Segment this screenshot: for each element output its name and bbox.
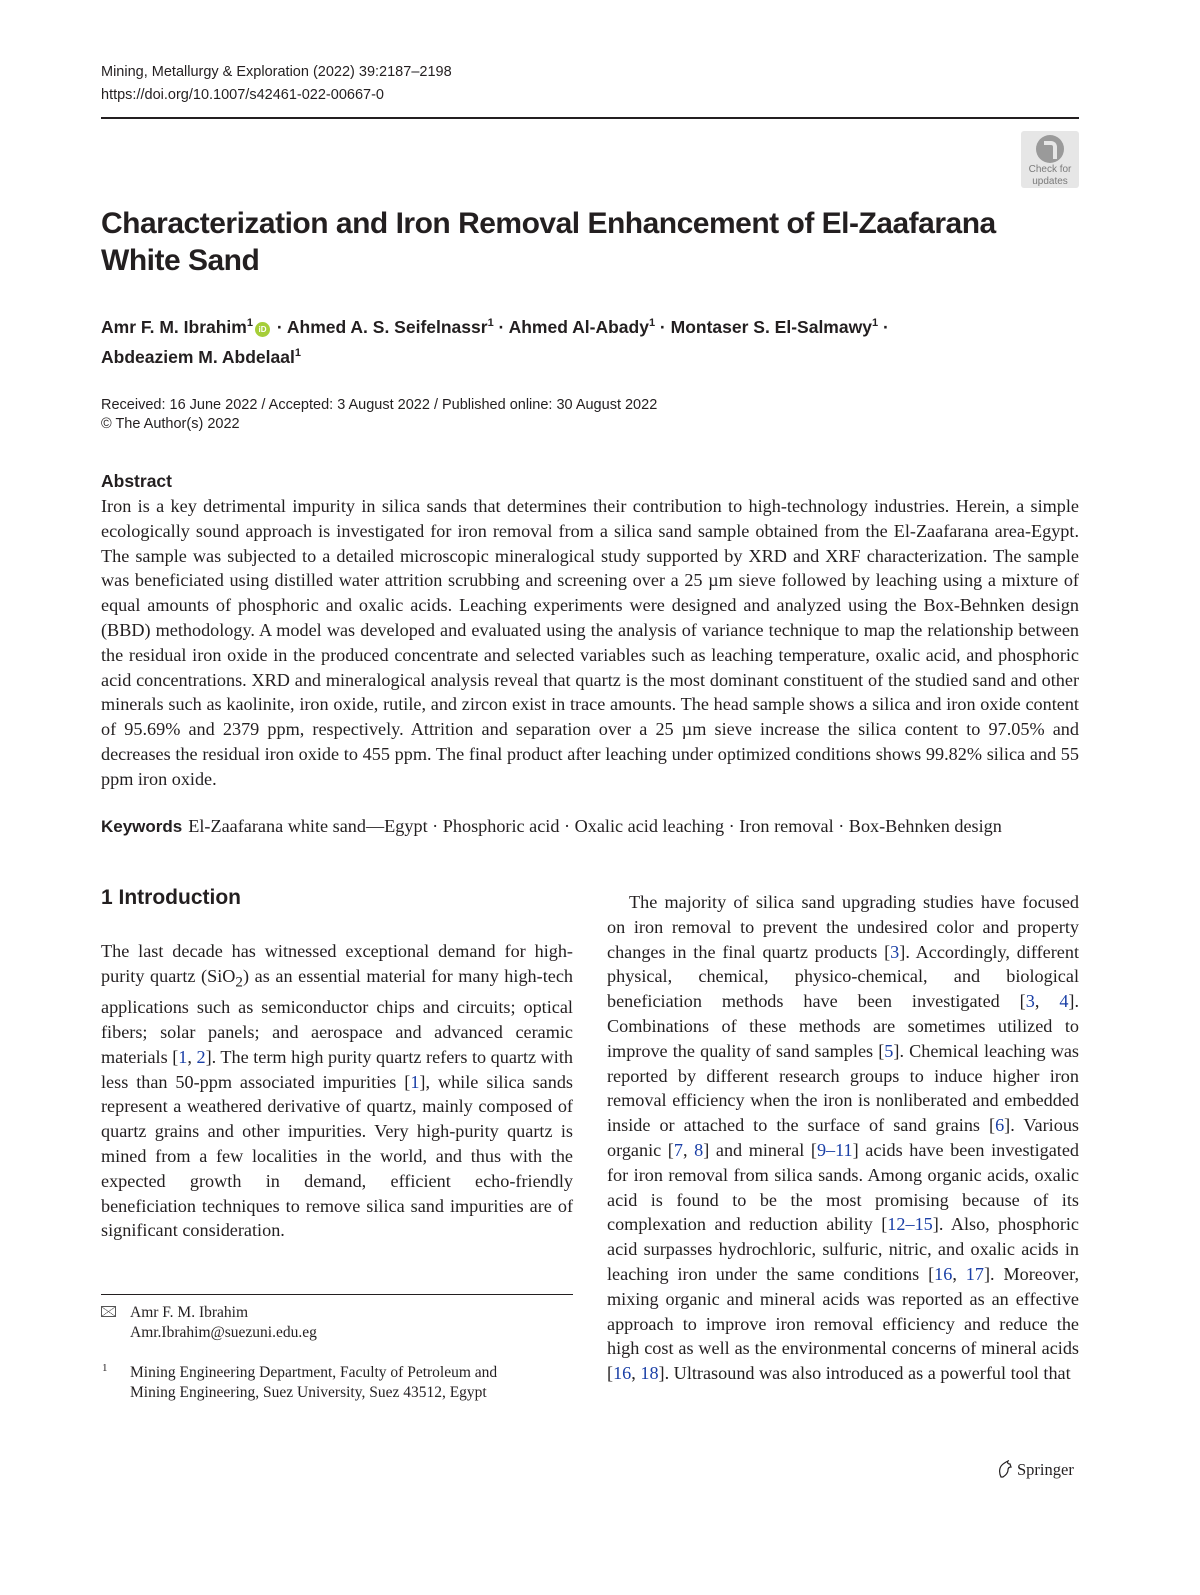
- springer-horse-icon: [997, 1460, 1013, 1478]
- badge-text-line1: Check for: [1028, 164, 1072, 175]
- keywords-list: El-Zaafarana white sand—Egypt · Phosphoric acid · Oxalic acid leaching · Iron removal · Box-Behnken design: [188, 816, 1002, 836]
- reference-link[interactable]: 16: [613, 1363, 632, 1384]
- author-list: Amr F. M. Ibrahim$^1$iD · Ahmed A. S. Seifelnassr$^1$ · Ahmed Al-Abady$^1$ · Montaser S. El-Salmawy$^1$ · Abdeaziem M. Abdelaal$^1$: [101, 316, 889, 367]
- reference-link[interactable]: 9–11: [816, 1139, 853, 1160]
- reference-link[interactable]: 3: [1025, 991, 1035, 1012]
- reference-link[interactable]: 6: [995, 1115, 1005, 1136]
- header-divider: [101, 117, 1079, 119]
- reference-link[interactable]: 1: [410, 1071, 420, 1092]
- reference-link[interactable]: 17: [965, 1263, 984, 1284]
- reference-link[interactable]: 5: [884, 1040, 894, 1061]
- corresponding-author-name: Amr F. M. Ibrahim: [130, 1304, 249, 1321]
- publisher-name: Springer: [1017, 1460, 1074, 1479]
- check-for-updates-badge[interactable]: [1021, 131, 1079, 188]
- publisher-logo: [997, 1460, 1074, 1480]
- intro-paragraph-2: The majority of silica sand upgrading studies have focused on iron removal to prevent the undesired color and property changes in the final quartz products [3]. Accordingly, different physical, chemical, physico-chemical, and biological beneficiation methods have been investigated [3, 4]. Combinations of these methods are sometimes utilized to improve the quality of sand samples [5]. Chemical leaching was reported by different research groups to induce higher iron removal efficiency when the iron is nonliberated and embedded inside or attached to the surface of sand grains [6]. Various organic [7, 8] and mineral [9–11] acids have been investigated for iron removal from silica sands. Among organic acids, oxalic acid is found to be the most promising because of its complexation and reduction ability [12–15]. Also, phosphoric acid surpasses hydrochloric, sulfuric, nitric, and oxalic acids in leaching iron under the same conditions [16, 17]. Moreover, mixing organic and mineral acids was reported as an effective approach to improve iron removal efficiency and reduce the high cost as well as the environmental concerns of mineral acids [16, 18]. Ultrasound was also introduced as a powerful tool that: [607, 892, 1080, 1384]
- badge-text-line2: updates: [1032, 176, 1068, 187]
- corresponding-author: [130, 1303, 317, 1343]
- reference-link[interactable]: 1: [178, 1046, 188, 1067]
- footnote-divider: [101, 1294, 573, 1295]
- copyright: © The Author(s) 2022: [101, 416, 240, 432]
- section-heading-introduction: 1 Introduction: [101, 886, 241, 909]
- affiliation-number: 1: [102, 1362, 108, 1374]
- author-name: Ahmed Al-Abady: [508, 316, 649, 337]
- reference-link[interactable]: 12–15: [887, 1214, 933, 1235]
- author-affiliation-mark: 1: [246, 317, 253, 329]
- history-dates: Received: 16 June 2022 / Accepted: 3 August 2022 / Published online: 30 August 2022: [101, 397, 658, 413]
- orcid-icon[interactable]: iD: [255, 322, 270, 337]
- author-name: Amr F. M. Ibrahim: [101, 316, 247, 337]
- author-affiliation-mark: 1: [294, 346, 301, 359]
- author-affiliation-mark: 1: [648, 317, 656, 329]
- abstract-text: Iron is a key detrimental impurity in silica sands that determines their contribution to high-technology industries. Herein, a simple ecologically sound approach is investigated for iron removal from a silica sand sample obtained from the El-Zaafarana area-Egypt. The sample was subjected to a detailed microscopic mineralogical study supported by XRD and XRF characterization. The sample was beneficiated using distilled water attrition scrubbing and screening over a 25 µm sieve followed by leaching using a mixture of equal amounts of phosphoric and oxalic acids. Leaching experiments were designed and analyzed using the Box-Behnken design (BBD) methodology. A model was developed and evaluated using the analysis of variance technique to map the relationship between the residual iron oxide in the produced concentrate and selected variables such as leaching temperature, oxalic acid, and phosphoric acid concentrations. XRD and mineralogical analysis reveal that quartz is the most dominant constituent of the studied sand and other minerals such as kaolinite, iron oxide, rutile, and zircon exist in trace amounts. The head sample shows a silica and iron oxide content of 95.69% and 2379 ppm, respectively. Attrition and separation over a 25 µm sieve increase the silica content to 97.05% and decreases the residual iron oxide to 455 ppm. The final product after leaching under optimized conditions shows 99.82% silica and 55 ppm iron oxide.: [101, 496, 1079, 789]
- reference-link[interactable]: 7: [673, 1139, 683, 1160]
- author-affiliation-mark: 1: [871, 317, 879, 329]
- author-affiliation-mark: 1: [487, 317, 494, 329]
- author-name: Montaser S. El-Salmawy: [670, 316, 872, 337]
- keywords-label: Keywords: [101, 817, 183, 836]
- reference-link[interactable]: 2: [196, 1046, 206, 1067]
- article-title: Characterization and Iron Removal Enhancement of El-Zaafarana White Sand: [101, 207, 996, 277]
- envelope-icon: [101, 1306, 116, 1317]
- author-name: Abdeaziem M. Abdelaal: [101, 346, 295, 367]
- author-name: Ahmed A. S. Seifelnassr: [286, 316, 488, 337]
- check-updates-icon: [1036, 135, 1064, 163]
- reference-link[interactable]: 3: [890, 941, 900, 962]
- corresponding-author-email[interactable]: Amr.Ibrahim@suezuni.edu.eg: [130, 1324, 317, 1341]
- abstract-heading: Abstract: [101, 471, 172, 491]
- journal-citation: Mining, Metallurgy & Exploration (2022) 39:2187–2198: [101, 64, 452, 80]
- reference-link[interactable]: 8: [694, 1139, 704, 1160]
- doi-link[interactable]: https://doi.org/10.1007/s42461-022-00667-0: [101, 87, 384, 103]
- subscript: 2: [235, 973, 243, 991]
- reference-link[interactable]: 18: [640, 1363, 659, 1384]
- publication-dates: [101, 396, 657, 434]
- keywords: [101, 816, 1091, 837]
- affiliation-text: Mining Engineering Department, Faculty of Petroleum and Mining Engineering, Suez University, Suez 43512, Egypt: [130, 1364, 498, 1401]
- reference-link[interactable]: 4: [1059, 991, 1069, 1012]
- reference-link[interactable]: 16: [934, 1263, 953, 1284]
- intro-paragraph-1: The last decade has witnessed exceptional demand for high-purity quartz (SiO$_2$) as an essential material for many high-tech applications such as semiconductor chips and circuits; optical fibers; solar panels; and aerospace and advanced ceramic materials [1, 2]. The term high purity quartz refers to quartz with less than 50-ppm associated impurities [1], while silica sands represent a weathered derivative of quartz, mainly composed of quartz grains and other impurities. Very high-purity quartz is mined from a few localities in the world, and thus with the expected growth in demand, efficient echo-friendly beneficiation techniques to remove silica sand impurities are of significant consideration.: [101, 941, 574, 1241]
